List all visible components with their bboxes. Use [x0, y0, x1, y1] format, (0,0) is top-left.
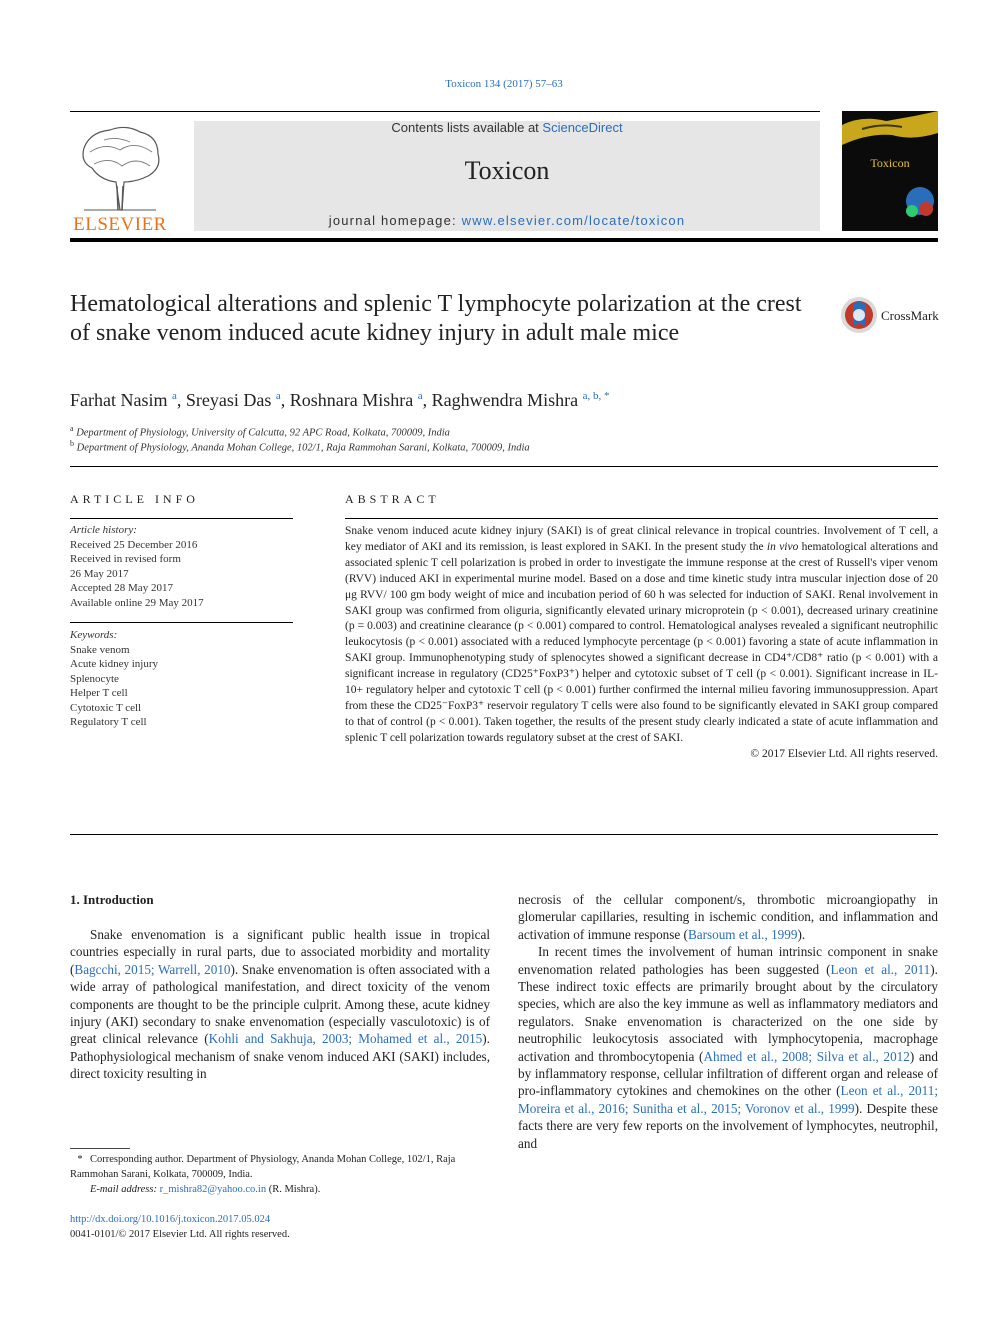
- author-affiliation-mark[interactable]: a: [171, 390, 177, 402]
- abstract-text: [345, 524, 938, 747]
- email-link[interactable]: r_mishra82@yahoo.co.in: [159, 1184, 267, 1195]
- citation-link[interactable]: Leon et al., 2011; Moreira et al., 2016; Sunitha et al., 2015; Voronov et al., 1999: [518, 1083, 939, 1116]
- author-name[interactable]: Raghwendra Mishra: [431, 390, 579, 410]
- intro-paragraph: [518, 943, 938, 1152]
- article-history: [70, 523, 295, 610]
- running-header[interactable]: Toxicon 134 (2017) 57–63: [445, 78, 563, 90]
- homepage-link[interactable]: www.elsevier.com/locate/toxicon: [461, 213, 686, 228]
- affiliation-text: Department of Physiology, Ananda Mohan College, 102/1, Raja Rammohan Sarani, Kolkata, 700009, India: [76, 442, 530, 454]
- elsevier-wordmark: ELSEVIER: [73, 214, 167, 232]
- author-name[interactable]: Sreyasi Das: [185, 390, 272, 410]
- doi-anchor[interactable]: http://dx.doi.org/10.1016/j.toxicon.2017.05.024: [70, 1214, 271, 1225]
- abstract-copyright: © 2017 Elsevier Ltd. All rights reserved.: [750, 747, 938, 760]
- email-label: E-mail address:: [90, 1184, 160, 1195]
- contents-line: [194, 120, 820, 135]
- intro-right-column: [518, 891, 938, 1152]
- keyword: Regulatory T cell: [70, 716, 147, 728]
- journal-cover-thumbnail[interactable]: [842, 111, 938, 231]
- footnote-rule: [70, 1148, 130, 1149]
- history-item: Received in revised form: [70, 553, 181, 565]
- doi-link[interactable]: [70, 1212, 270, 1227]
- text-run: ) and by inflammatory response, cellular infiltration of different organ and release of pro-inflammatory cytokines and chemokines on the other (: [518, 1048, 938, 1099]
- text-run: ). These indirect toxic effects are primarily brought about by the circulatory species, which are also the key immune as well as inflammatory mediators and regulators. Snake envenomation is characterized on the one side by neutrophilic leukocytosis associated with lymphocytopenia, macrophage activation and thrombocytopenia (: [518, 961, 938, 1064]
- journal-name: Toxicon: [464, 156, 550, 185]
- citation-link[interactable]: Ahmed et al., 2008; Silva et al., 2012: [703, 1048, 910, 1064]
- keyword: Helper T cell: [70, 687, 128, 699]
- elsevier-tree-logo: [70, 122, 170, 232]
- history-item: Received 25 December 2016: [70, 538, 198, 551]
- author-list: Farhat Nasim $^a$, Sreyasi Das $^a$, Roshnara Mishra $^a$, Raghwendra Mishra $^{a, b, *}$: [70, 390, 610, 410]
- author-name[interactable]: Roshnara Mishra: [289, 390, 414, 410]
- abstract-body: [345, 524, 938, 763]
- corresponding-footnote: [70, 1152, 490, 1182]
- keyword: Snake venom: [70, 643, 130, 656]
- affiliation-text: Department of Physiology, University of Calcutta, 92 APC Road, Kolkata, 700009, India: [76, 427, 450, 439]
- abstract-rule: [345, 518, 938, 519]
- abstract-heading: ABSTRACT: [345, 492, 440, 506]
- citation-link[interactable]: Bagcchi, 2015; Warrell, 2010: [74, 961, 231, 977]
- affiliation: [70, 424, 870, 439]
- crossmark-label: CrossMark: [881, 308, 939, 323]
- citation-link[interactable]: Barsoum et al., 1999: [687, 926, 798, 942]
- keywords-label: Keywords:: [70, 629, 118, 641]
- info-rule: [70, 622, 293, 623]
- intro-paragraph: [70, 926, 490, 1083]
- crossmark-badge[interactable]: [840, 296, 950, 336]
- text-run: Snake envenomation is a significant public health issue in tropical countries especially in rural parts, due to associated morbidity and mortality (: [70, 927, 490, 977]
- footnote-star: *: [77, 1154, 83, 1165]
- text-run: ). Snake envenomation is often associated with a wide array of pathological manifestation, and direct toxicity of the venom components are thought to be the principle culprit. Among these, acute kidney injury (AKI) secondary to snake envenomation (especially vasculotoxic) is of great clinical relevance (: [70, 961, 490, 1047]
- abstract-part: Snake venom induced acute kidney injury (SAKI) is of great clinical relevance in tropical countries. Involvement of T cell, a key mediator of AKI and its remission, is least explored in SAKI. In the present study the: [345, 525, 938, 553]
- journal-homepage: [194, 213, 820, 228]
- keyword: Acute kidney injury: [70, 658, 158, 670]
- issn-line: 0041-0101/© 2017 Elsevier Ltd. All rights reserved.: [70, 1229, 290, 1240]
- text-run: ). Despite these facts there are very few reports on the involvement of lymphocytes, neutrophil, and: [518, 1100, 938, 1151]
- sciencedirect-link[interactable]: ScienceDirect: [542, 120, 623, 135]
- email-footnote: [90, 1182, 510, 1197]
- keyword: Cytotoxic T cell: [70, 701, 142, 714]
- author-affiliation-mark[interactable]: a, b, *: [582, 390, 610, 402]
- citation-link[interactable]: Leon et al., 2011: [830, 961, 931, 977]
- article-info-heading: ARTICLE INFO: [70, 492, 199, 506]
- citation-link[interactable]: Kohli and Sakhuja, 2003; Mohamed et al., 2015: [208, 1031, 483, 1047]
- author-name[interactable]: Farhat Nasim: [70, 390, 168, 410]
- affiliation-mark: a: [70, 424, 74, 433]
- section-rule: [70, 834, 938, 835]
- history-item: 26 May 2017: [70, 567, 129, 580]
- author-affiliation-mark[interactable]: a: [417, 390, 423, 402]
- author-affiliation-mark[interactable]: a: [275, 390, 281, 402]
- history-item: Available online 29 May 2017: [70, 596, 204, 609]
- text-run: In recent times the involvement of human intrinsic component in snake envenomation related pathologies has been suggested (: [518, 944, 938, 977]
- cover-title: Toxicon: [870, 156, 910, 170]
- email-suffix: (R. Mishra).: [266, 1184, 321, 1195]
- header-top-rule: [70, 111, 820, 112]
- keywords: [70, 628, 295, 730]
- abstract-part: hematological alterations and associated splenic T cell polarization is probed in order to investigate the immune response at the crest of Russell's viper venom (RVV) induced AKI in experimental murine model. Based on a dose and time kinetic study intra muscular injection dose of 20 μg RVV/ 100 gm body weight of mice and incubation period of 60 h was selected for induction of SAKI. Renal involvement in SAKI group was confirmed from oliguria, significantly elevated urinary microprotein (p < 0.001), decreased urinary creatinine (p = 0.003) and creatinine clearance (p < 0.001) compared to control. Hematological analyses revealed a significant neutrophilic leukocytosis (p < 0.001) associated with a reduced lymphocyte percentage (p < 0.001) favoring a state of acute inflammation in SAKI group. Immunophenotyping study of splenocytes showed a significant decrease in CD4⁺/CD8⁺ ratio (p < 0.001) with a significant increase in regulatory (CD25⁺FoxP3⁺) helper and cytotoxic subset of T cell (p < 0.001). Significant increase in IL-10+ regulatory helper and cytotoxic T cell (p < 0.001) further confirmed the internal milieu favoring immunosuppression. Apart from these the CD25⁻FoxP3⁺ reservoir regulatory T cells were also found to be significantly elevated in SAKI group compared to that of control (p < 0.001). Taken together, the results of the present study clearly indicated a state of acute inflammation and splenic T cell polarization towards regulatory subset at the crest of SAKI.: [345, 540, 938, 744]
- history-item: Accepted 28 May 2017: [70, 582, 173, 594]
- history-label: Article history:: [70, 524, 137, 536]
- article-title: Hematological alterations and splenic T lymphocyte polarization at the crest of snake venom induced acute kidney injury in adult male mice: [70, 291, 802, 346]
- intro-paragraph: [518, 891, 938, 943]
- info-rule: [70, 518, 293, 519]
- text-run: ). Pathophysiological mechanism of snake venom induced AKI (SAKI) includes, direct toxicity resulting in: [70, 1031, 490, 1082]
- section-rule: [70, 466, 938, 467]
- homepage-prefix: journal homepage:: [328, 213, 462, 228]
- introduction-heading: 1. Introduction: [70, 892, 154, 907]
- affiliation: [70, 439, 870, 454]
- contents-prefix: Contents lists available at: [391, 120, 543, 135]
- text-run: necrosis of the cellular component/s, thrombotic microangiopathy in glomerular capillaries, resulting in ischemic condition, and inflammation and activation of immune response (: [518, 892, 938, 942]
- keyword: Splenocyte: [70, 672, 119, 685]
- affiliation-mark: b: [70, 439, 74, 448]
- text-run: ).: [797, 926, 806, 942]
- crossmark-icon: [840, 296, 878, 334]
- intro-left-column: [70, 926, 490, 1083]
- abstract-italic: in vivo: [766, 540, 799, 553]
- footnote-text: Corresponding author. Department of Physiology, Ananda Mohan College, 102/1, Raja Rammohan Sarani, Kolkata, 700009, India.: [70, 1154, 456, 1180]
- header-bottom-rule: [70, 238, 938, 242]
